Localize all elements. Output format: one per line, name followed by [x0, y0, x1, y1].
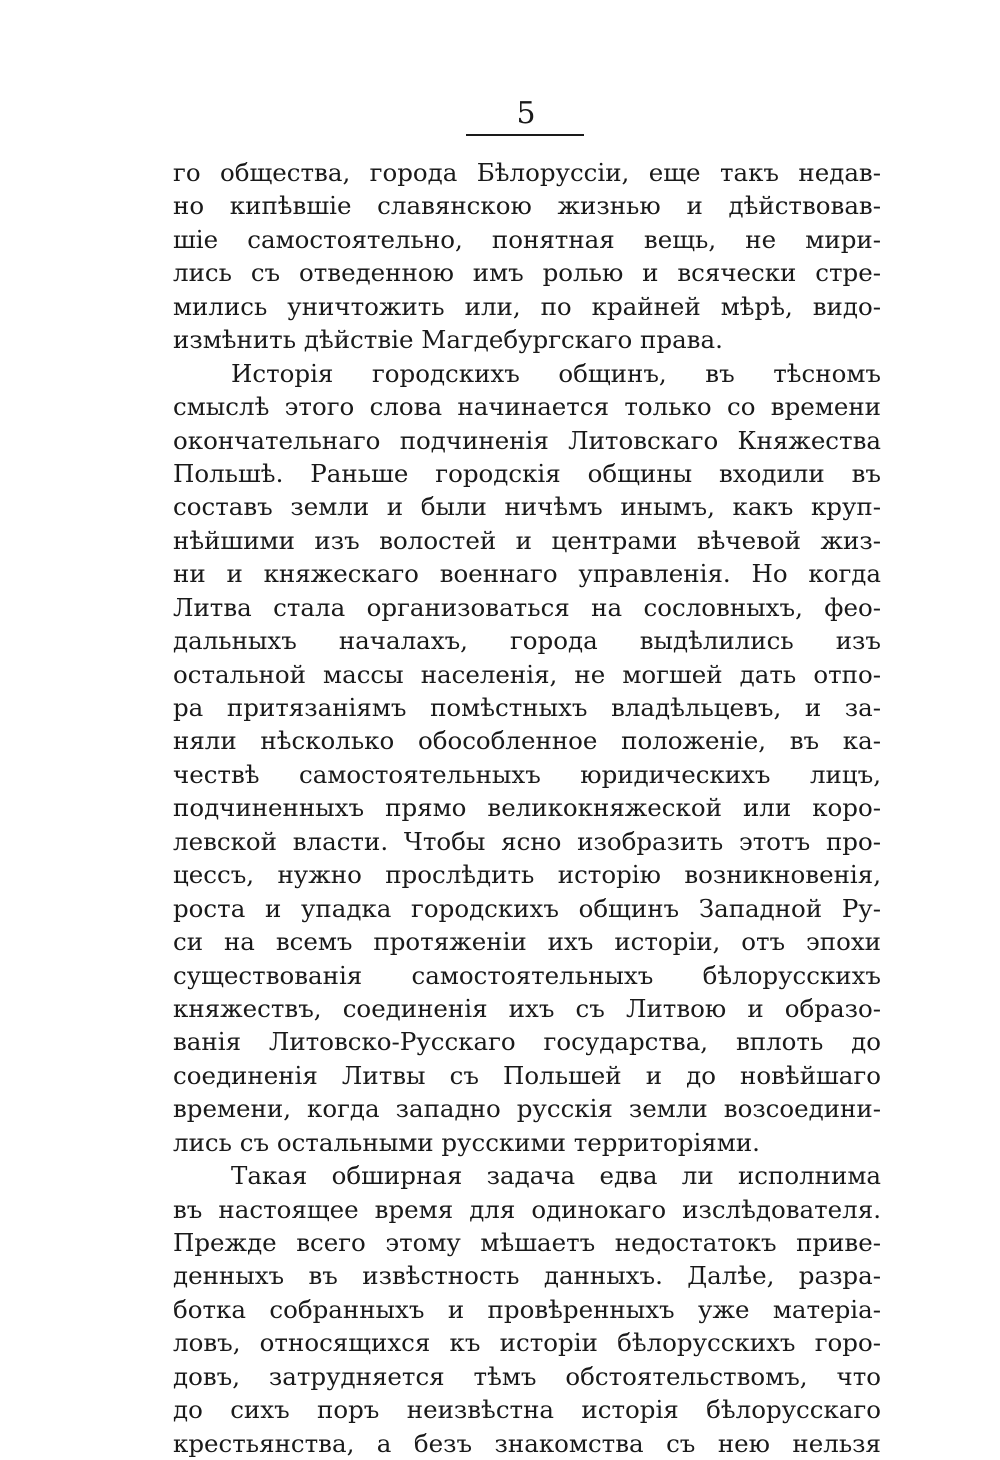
text-line: Прежде всего этому мѣшаетъ недостатокъ приве-: [173, 1228, 881, 1257]
text-line: ловъ, относящихся къ исторіи бѣлорусскихъ горо-: [173, 1328, 881, 1358]
text-line: денныхъ въ извѣстность данныхъ. Далѣе, разра-: [173, 1261, 881, 1291]
text-line: роста и упадка городскихъ общинъ Западной Ру-: [173, 893, 881, 923]
page-number: 5: [516, 96, 536, 131]
text-line: княжествъ, соединенія ихъ съ Литвою и образо-: [173, 993, 881, 1023]
text-line: шіе самостоятельно, понятная вещь, не мири-: [173, 224, 881, 254]
text-line: измѣнить дѣйствіе Магдебургскаго права.: [173, 325, 723, 355]
text-line: соединенія Литвы съ Польшей и до новѣйшаго: [173, 1060, 881, 1090]
text-line: существованія самостоятельныхъ бѣлорусскихъ: [173, 960, 881, 990]
text-line: лись съ остальными русскими территоріями.: [173, 1127, 760, 1157]
text-line: лись съ отведенною имъ ролью и всячески стре-: [173, 258, 881, 288]
text-line: составъ земли и были ничѣмъ инымъ, какъ круп-: [173, 492, 881, 522]
text-line: но кипѣвшіе славянскою жизнью и дѣйствовав-: [173, 191, 881, 221]
text-line: ни и княжескаго военнаго управленія. Но когда: [173, 559, 881, 589]
body-text: [173, 156, 881, 1460]
text-line: ботка собранныхъ и провѣренныхъ уже матеріа-: [173, 1294, 881, 1324]
text-line: Такая обширная задача едва ли исполнима: [231, 1161, 881, 1191]
text-line: остальной массы населенія, не могшей дать отпо-: [173, 659, 881, 689]
text-line: чествѣ самостоятельныхъ юридическихъ лицъ,: [173, 759, 881, 789]
text-line: Исторія городскихъ общинъ, въ тѣсномъ: [231, 358, 881, 388]
text-line: времени, когда западно русскія земли возсоедини-: [173, 1094, 881, 1124]
text-line: окончательнаго подчиненія Литовскаго Княжества: [173, 425, 881, 455]
text-line: подчиненныхъ прямо великокняжеской или коро-: [173, 793, 881, 823]
text-line: ванія Литовско-Русскаго государства, вплоть до: [173, 1027, 881, 1057]
text-line: ра притязаніямъ помѣстныхъ владѣльцевъ, и за-: [173, 693, 881, 722]
text-line: си на всемъ протяженіи ихъ исторіи, отъ эпохи: [173, 927, 881, 957]
page-number-rule: [466, 134, 584, 136]
text-line: няли нѣсколько обособленное положеніе, въ ка-: [173, 726, 881, 756]
text-line: мились уничтожить или, по крайней мѣрѣ, видо-: [173, 291, 881, 321]
text-line: левской власти. Чтобы ясно изобразить этотъ про-: [173, 826, 881, 856]
text-line: довъ, затрудняется тѣмъ обстоятельствомъ, что: [173, 1361, 881, 1391]
text-line: дальныхъ началахъ, города выдѣлились изъ: [173, 626, 881, 656]
text-line: цессъ, нужно прослѣдить исторію возникновенія,: [173, 860, 881, 890]
text-line: крестьянства, а безъ знакомства съ нею нельзя: [173, 1428, 881, 1458]
text-line: нѣйшими изъ волостей и центрами вѣчевой жиз-: [173, 525, 881, 555]
text-line: до сихъ поръ неизвѣстна исторія бѣлорусскаго: [173, 1395, 881, 1425]
text-line: Литва стала организоваться на сословныхъ, фео-: [173, 592, 881, 622]
text-line: смыслѣ этого слова начинается только со времени: [173, 392, 881, 422]
text-line: Польшѣ. Раньше городскія общины входили въ: [173, 458, 881, 488]
text-line: въ настоящее время для одинокаго изслѣдователя.: [173, 1194, 881, 1224]
text-line: го общества, города Бѣлоруссіи, еще такъ недав-: [173, 158, 881, 187]
